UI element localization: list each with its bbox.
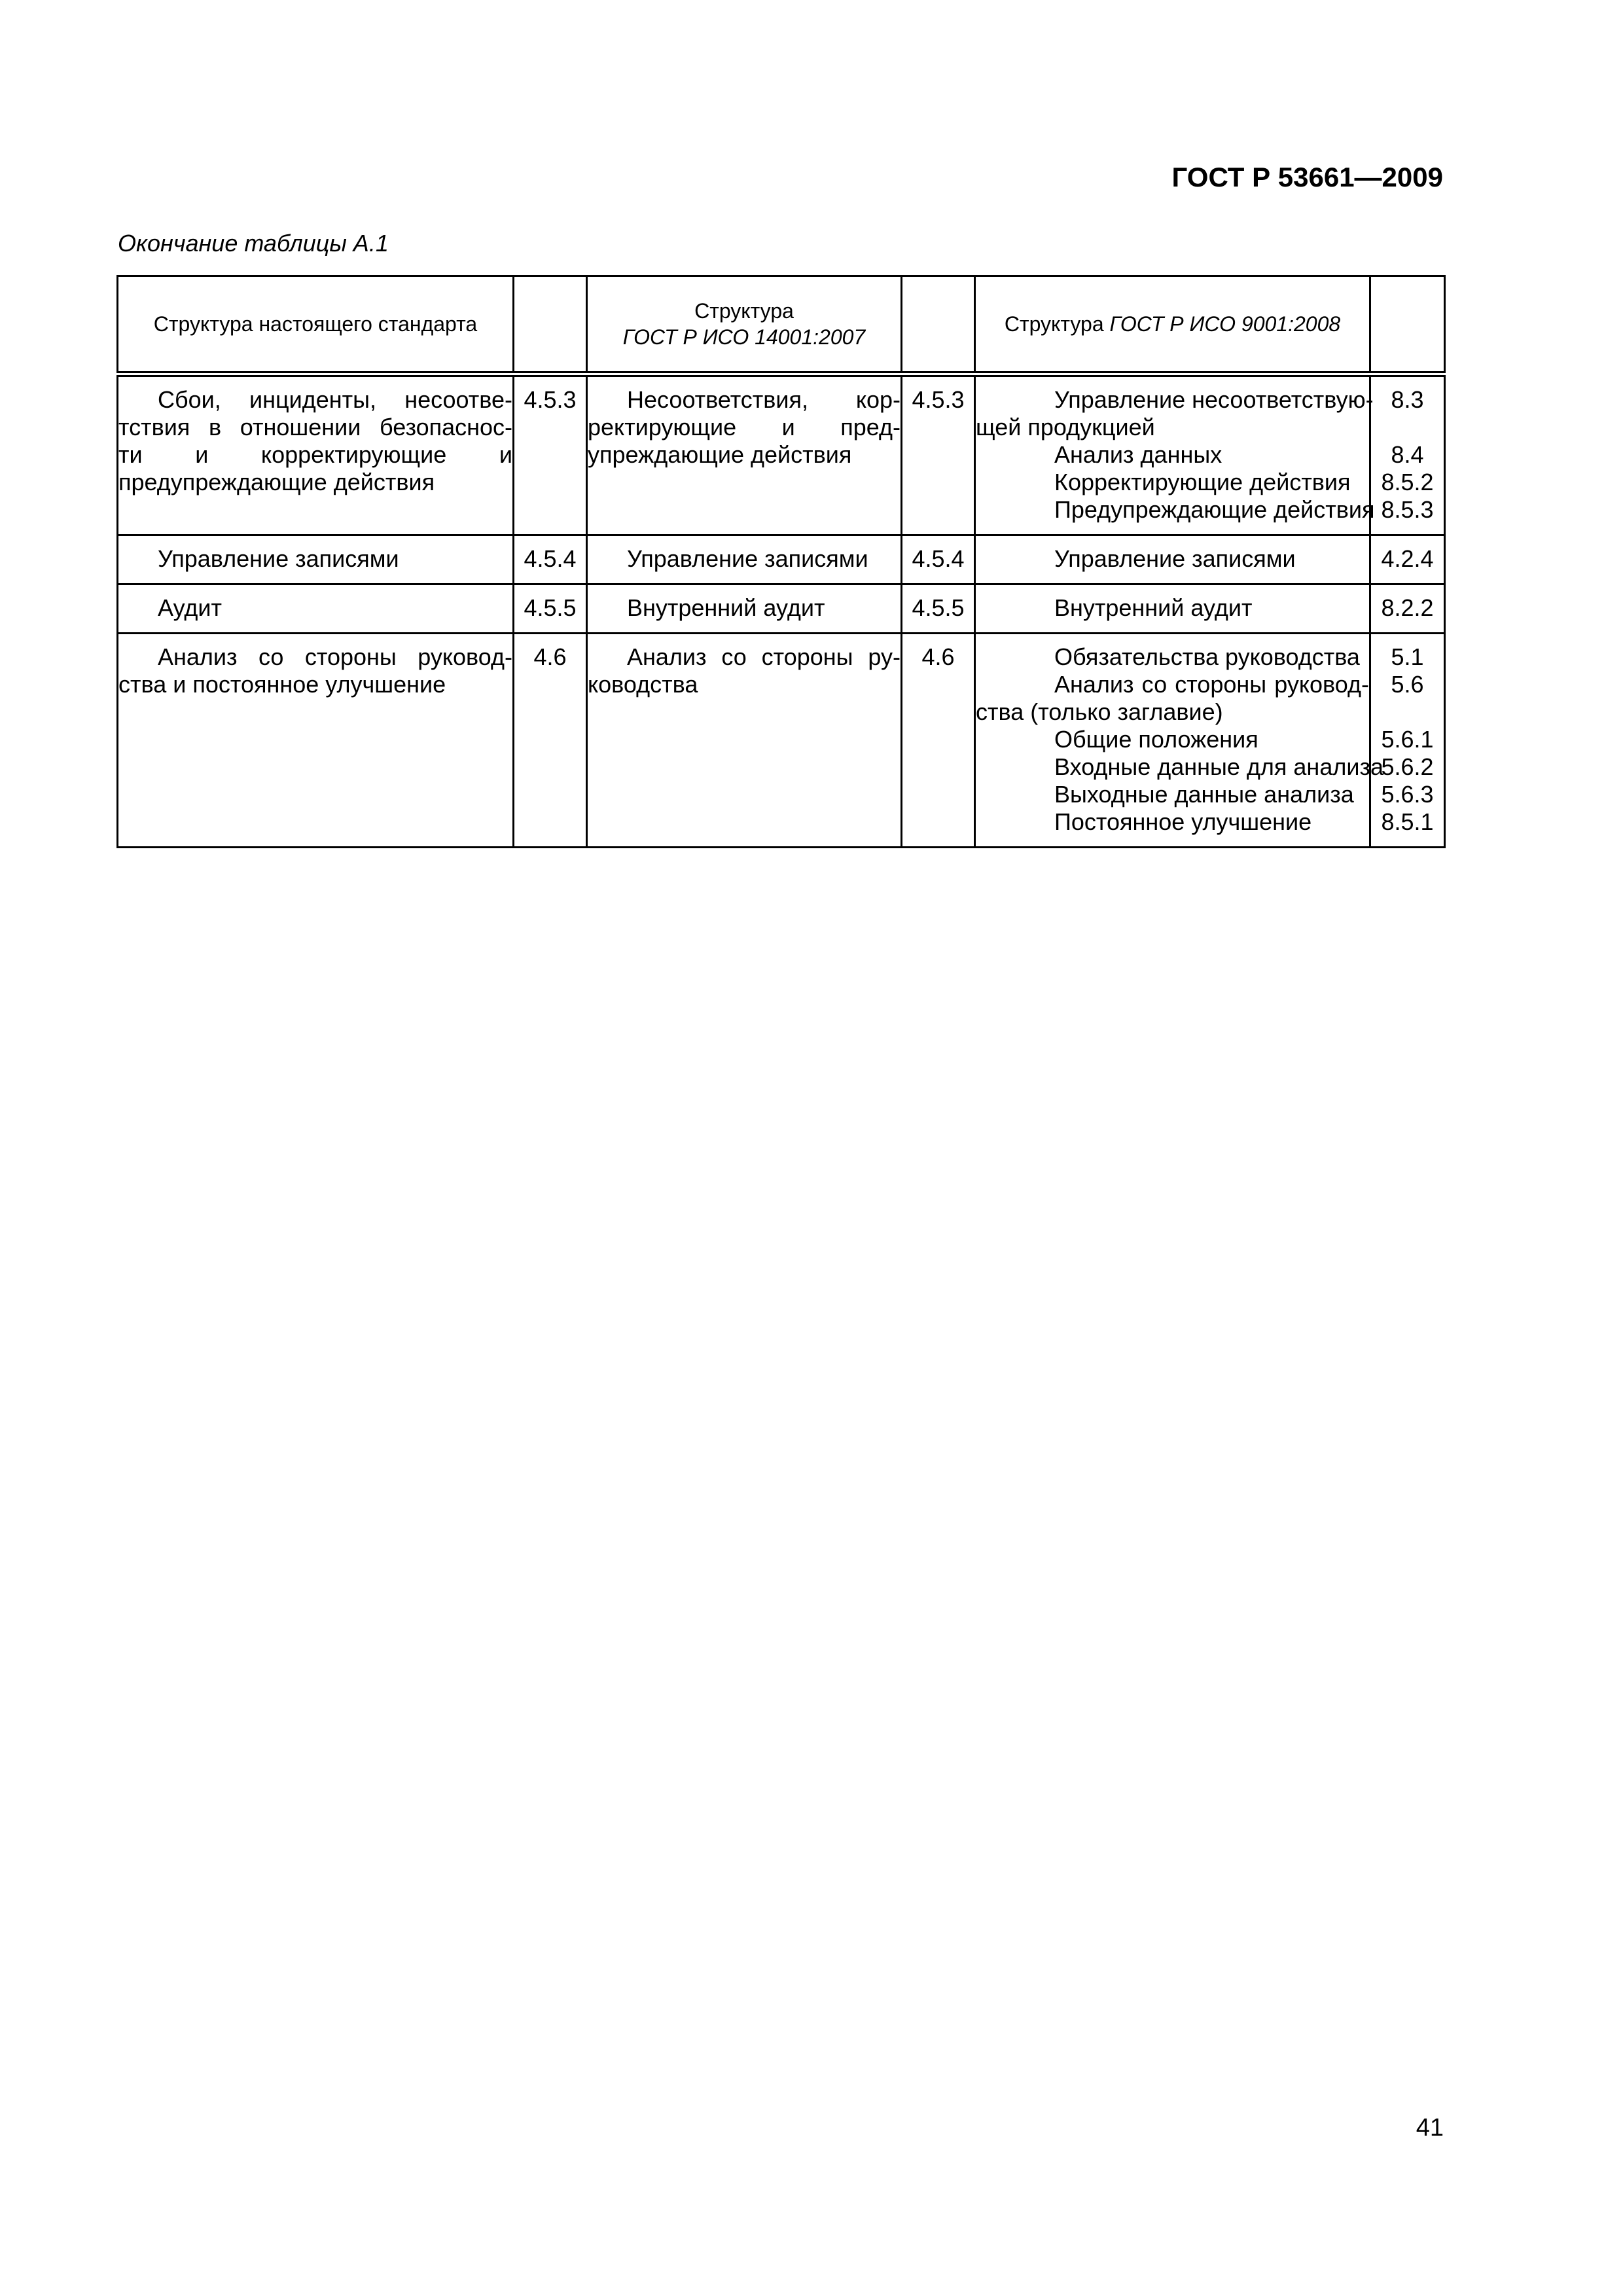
cell-line: Постоянное улучшение <box>1054 808 1312 835</box>
table-header-row <box>118 276 1445 374</box>
cell-number: 5.6.3 <box>1381 781 1434 808</box>
column-header-iso9001-prefix: Структура <box>1004 312 1110 336</box>
clause-number-cell: 4.5.5 <box>514 584 587 634</box>
column-header-clause-3 <box>1370 276 1445 374</box>
cell-line: Внутренний аудит <box>1054 594 1253 621</box>
cell-line: Сбои, инциденты, несоотве- <box>158 386 512 413</box>
cell-line: тствия в отношении безопаснос- <box>118 414 512 440</box>
standard-cell <box>118 584 514 634</box>
column-header-iso14001-line2: ГОСТ Р ИСО 14001:2007 <box>622 325 866 349</box>
page-number: 41 <box>1416 2114 1444 2142</box>
table-row <box>118 584 1445 634</box>
clause-number-cell: 4.5.5 <box>902 584 975 634</box>
iso9001-cell <box>975 535 1370 584</box>
cell-line: Управление записями <box>158 545 399 572</box>
cell-line: Управление записями <box>1054 545 1296 572</box>
column-header-clause-2 <box>902 276 975 374</box>
iso9001-cell <box>975 584 1370 634</box>
cell-number: 8.5.1 <box>1381 808 1434 835</box>
clause-number-cell: 4.5.4 <box>514 535 587 584</box>
cell-line: Управление несоответствую- <box>1054 386 1374 413</box>
standard-cell <box>118 535 514 584</box>
column-header-iso14001-line1: Структура <box>694 299 794 323</box>
clause-number-cell: 4.6 <box>514 634 587 848</box>
cell-line: Анализ со стороны руковод- <box>158 643 512 670</box>
cell-number: 8.4 <box>1391 441 1424 468</box>
iso14001-cell <box>587 584 902 634</box>
cell-line: ководства <box>588 671 698 698</box>
column-header-clause-1 <box>514 276 587 374</box>
cell-line: Предупреждающие действия <box>1054 496 1375 523</box>
cell-number: 8.2.2 <box>1381 594 1434 621</box>
iso14001-cell <box>587 535 902 584</box>
cell-line: предупреждающие действия <box>118 469 435 495</box>
iso9001-cell <box>975 374 1375 535</box>
cell-line: Выходные данные анализа <box>1054 781 1354 808</box>
iso9001-cell <box>975 634 1383 848</box>
cell-number: 8.3 <box>1391 386 1424 413</box>
column-header-iso14001 <box>587 276 902 374</box>
cell-line: ти и корректирующие и <box>118 441 512 468</box>
cell-number: 8.5.2 <box>1381 469 1434 495</box>
iso14001-cell <box>587 374 902 535</box>
cell-number: 8.5.3 <box>1381 496 1434 523</box>
cell-line: Анализ со стороны руковод- <box>1054 671 1369 698</box>
column-header-iso9001 <box>975 276 1370 374</box>
cell-line: Внутренний аудит <box>627 594 825 621</box>
cell-line: ства (только заглавие) <box>976 698 1223 725</box>
clause-number-cell: 4.5.3 <box>902 374 975 535</box>
cell-number <box>1371 698 1444 726</box>
cell-number: 5.6 <box>1391 671 1424 698</box>
clause-number-cell: 4.6 <box>902 634 975 848</box>
clause-number-cell: 4.5.3 <box>514 374 587 535</box>
table-row <box>118 535 1445 584</box>
cell-number: 5.6.2 <box>1381 753 1434 780</box>
cell-line: Управление записями <box>627 545 868 572</box>
cell-number: 5.6.1 <box>1381 726 1434 753</box>
document-code-header: ГОСТ Р 53661—2009 <box>1171 162 1443 192</box>
cell-number: 4.2.4 <box>1381 545 1434 572</box>
cell-line: Несоответствия, кор- <box>627 386 901 413</box>
clause-number-cell <box>1370 584 1445 634</box>
table-caption: Окончание таблицы А.1 <box>118 230 389 257</box>
clause-number-cell: 4.5.4 <box>902 535 975 584</box>
cell-line: Входные данные для анализа <box>1054 753 1383 780</box>
column-header-standard: Структура настоящего стандарта <box>118 276 514 374</box>
cell-line: Общие положения <box>1054 726 1258 753</box>
cell-line: Анализ данных <box>1054 441 1222 468</box>
standard-cell <box>118 374 514 535</box>
table-row <box>118 374 1445 535</box>
cell-line: ства и постоянное улучшение <box>118 671 446 698</box>
iso14001-cell <box>587 634 902 848</box>
column-header-iso9001-code: ГОСТ Р ИСО 9001:2008 <box>1109 312 1341 336</box>
cell-line: Обязательства руководства <box>1054 643 1360 670</box>
clause-number-cell <box>1370 634 1445 848</box>
cell-line: Анализ со стороны ру- <box>627 643 901 670</box>
cell-number: 5.1 <box>1391 643 1424 670</box>
table-row <box>118 634 1445 848</box>
cell-line: ректирующие и пред- <box>588 414 901 440</box>
clause-number-cell <box>1370 535 1445 584</box>
comparison-table <box>116 275 1446 848</box>
cell-number <box>1371 414 1444 441</box>
cell-line: Аудит <box>158 594 223 621</box>
standard-cell <box>118 634 514 848</box>
cell-line: Корректирующие действия <box>1054 469 1351 495</box>
cell-line: упреждающие действия <box>588 441 852 468</box>
cell-line: щей продукцией <box>976 414 1155 440</box>
clause-number-cell <box>1370 374 1445 535</box>
